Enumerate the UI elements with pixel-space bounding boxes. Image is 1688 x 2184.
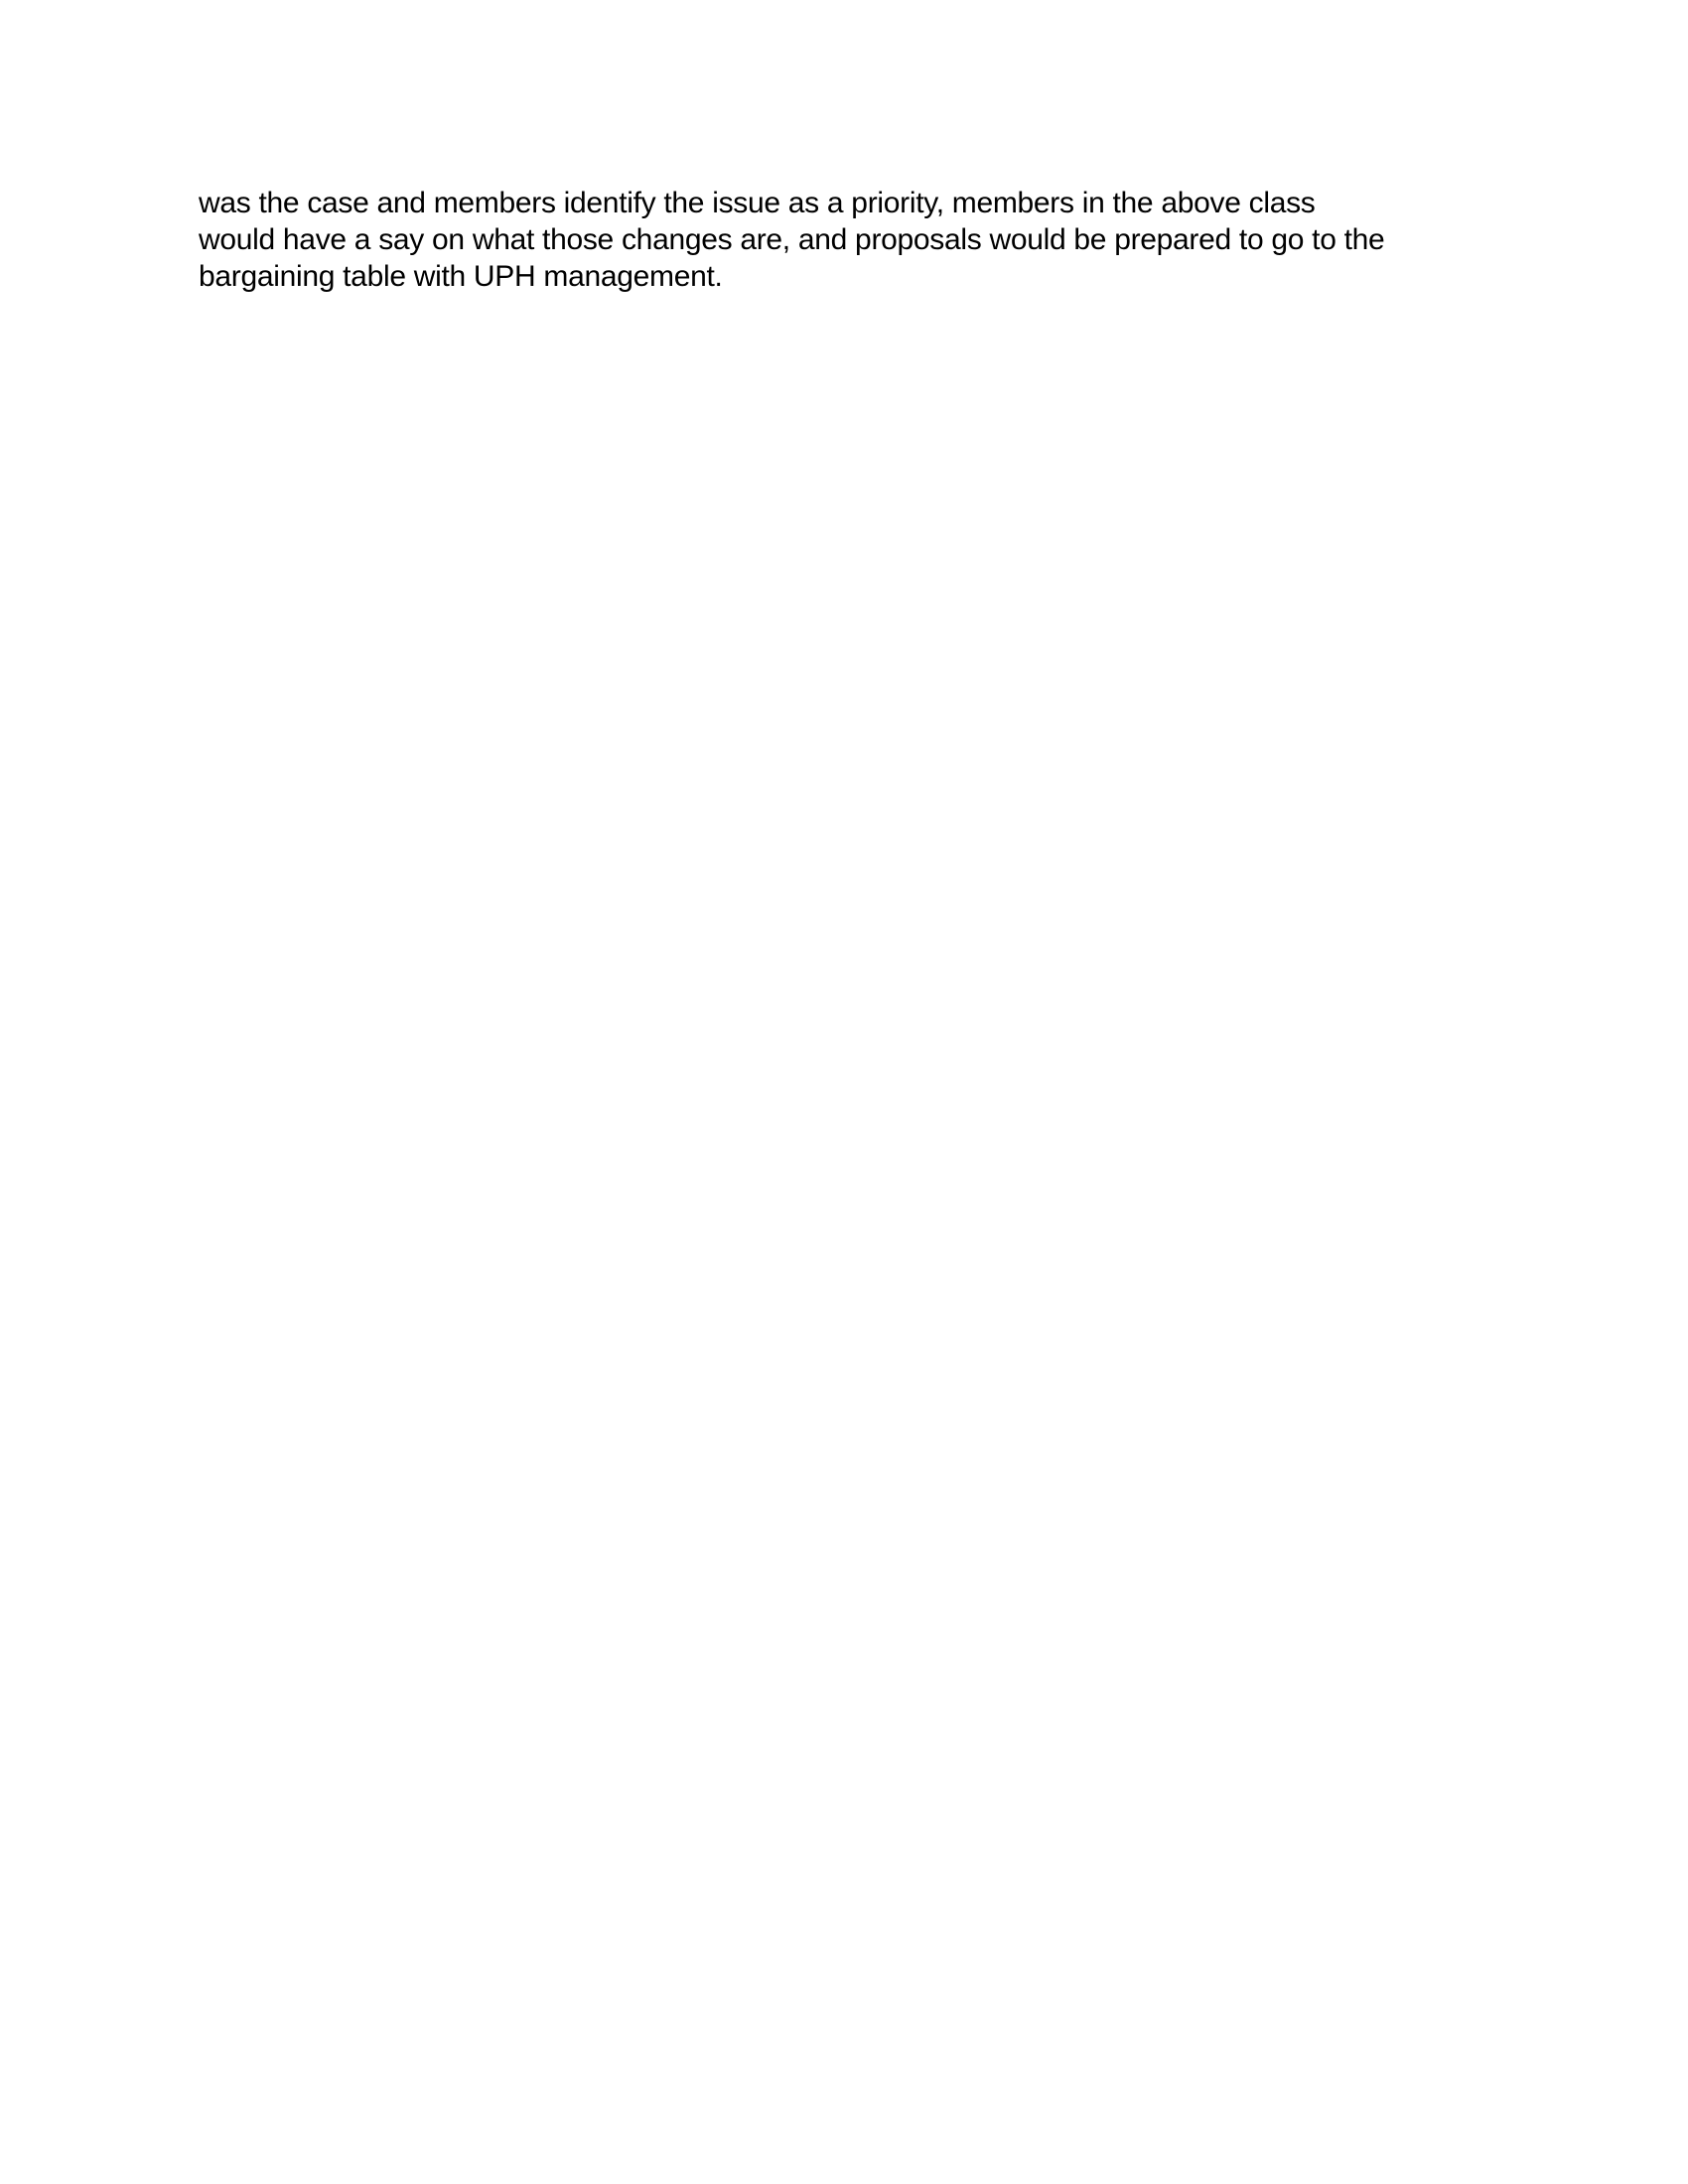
paragraph-line-2: would have a say on what those changes are, and proposals would be prepared to go to the <box>199 223 1385 256</box>
body-paragraph <box>199 185 1499 295</box>
paragraph-line-1: was the case and members identify the issue as a priority, members in the above class <box>199 187 1316 219</box>
paragraph-line-3: bargaining table with UPH management. <box>199 260 723 293</box>
